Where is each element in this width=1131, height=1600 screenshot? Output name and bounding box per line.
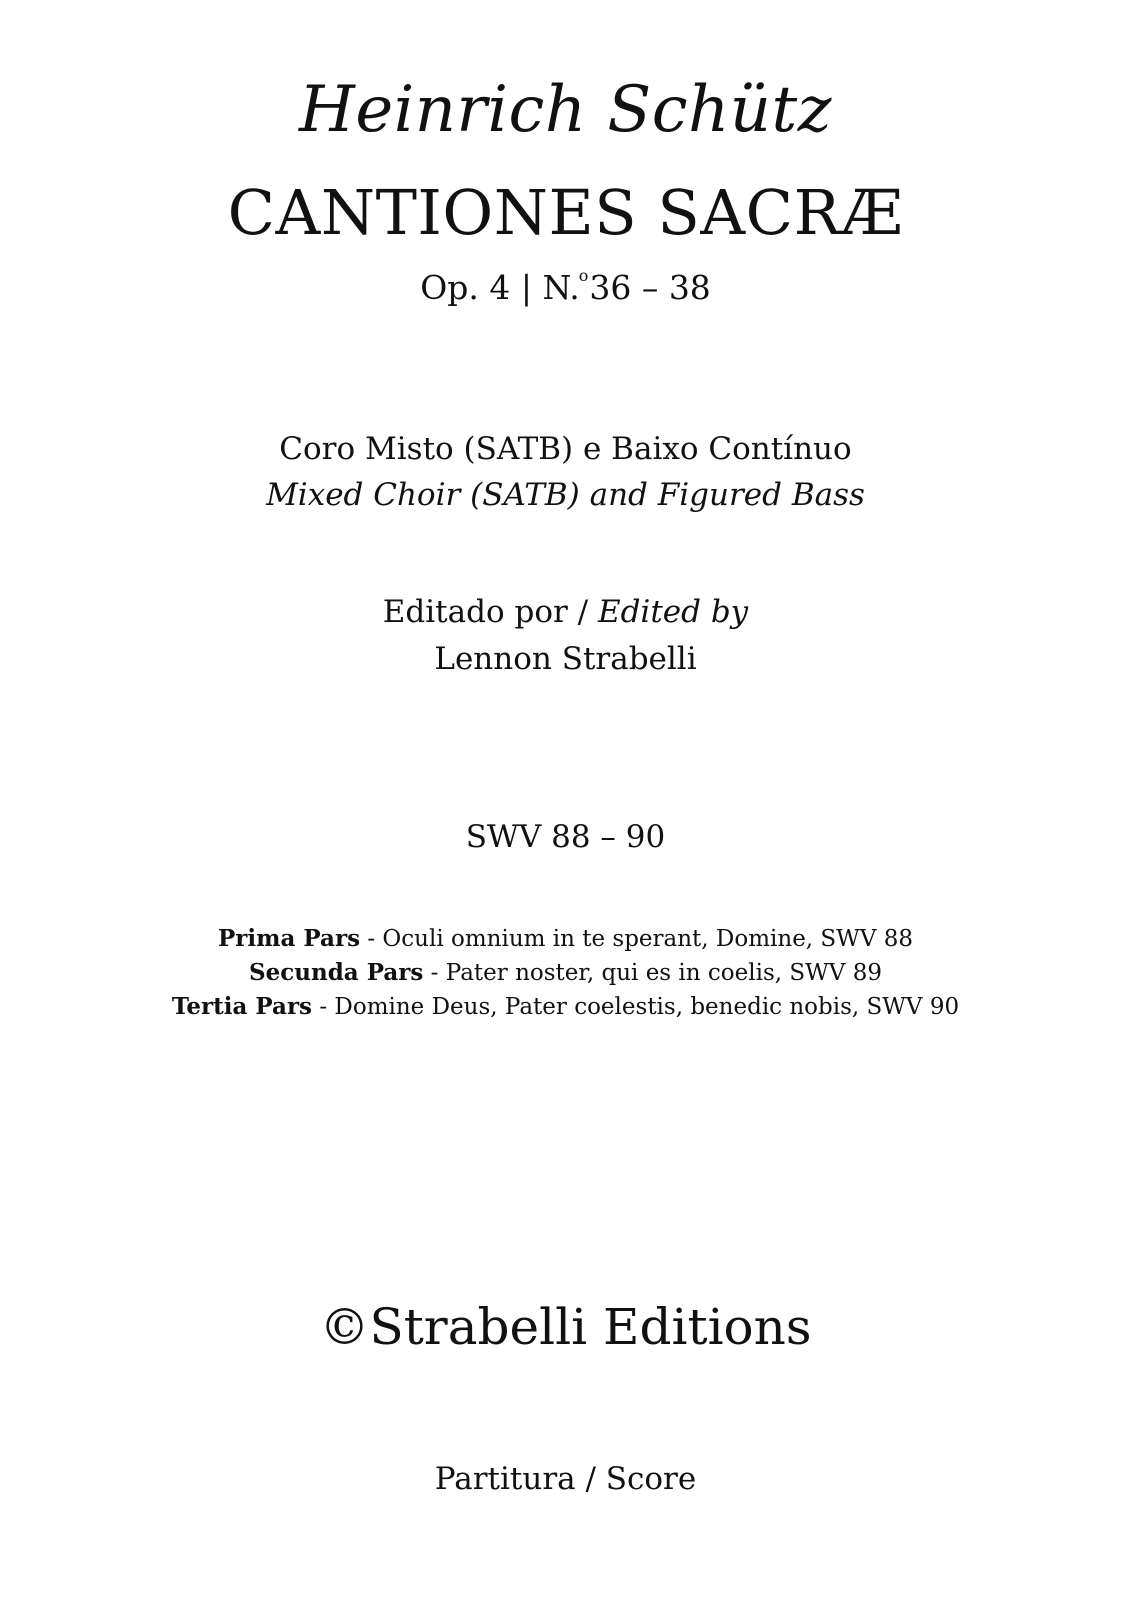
part-label: Prima Pars — [217, 925, 361, 952]
parts-list — [0, 922, 1131, 1024]
part-secunda-pars — [0, 956, 1131, 990]
edited-by-portuguese: Editado por / — [382, 594, 598, 630]
publisher-name: ©Strabelli Editions — [319, 1298, 812, 1356]
opus-range: 36 – 38 — [589, 268, 711, 307]
opus-prefix: Op. 4 | N. — [420, 268, 580, 307]
part-label: Secunda Pars — [249, 959, 424, 986]
editor-name: Lennon Strabelli — [434, 641, 697, 677]
swv-catalog-range: SWV 88 – 90 — [465, 819, 666, 855]
opus-number-superscript: o — [578, 266, 589, 285]
part-tertia-pars — [0, 990, 1131, 1024]
scoring-portuguese: Coro Misto (SATB) e Baixo Contínuo — [279, 431, 852, 467]
scoring-english: Mixed Choir (SATB) and Figured Bass — [266, 477, 865, 513]
opus-number — [0, 266, 1131, 307]
part-description: - Domine Deus, Pater coelestis, benedic nobis, SWV 90 — [312, 994, 960, 1020]
work-title: CANTIONES SACRÆ — [227, 176, 904, 249]
document-type-label: Partitura / Score — [434, 1461, 697, 1497]
part-label: Tertia Pars — [171, 993, 313, 1020]
composer-name: Heinrich Schütz — [299, 73, 832, 147]
edited-by-english: Edited by — [597, 594, 749, 630]
part-description: - Oculi omnium in te sperant, Domine, SWV 88 — [360, 926, 914, 952]
edited-by-line — [0, 594, 1131, 630]
part-description: - Pater noster, qui es in coelis, SWV 89 — [423, 960, 882, 986]
part-prima-pars — [0, 922, 1131, 956]
